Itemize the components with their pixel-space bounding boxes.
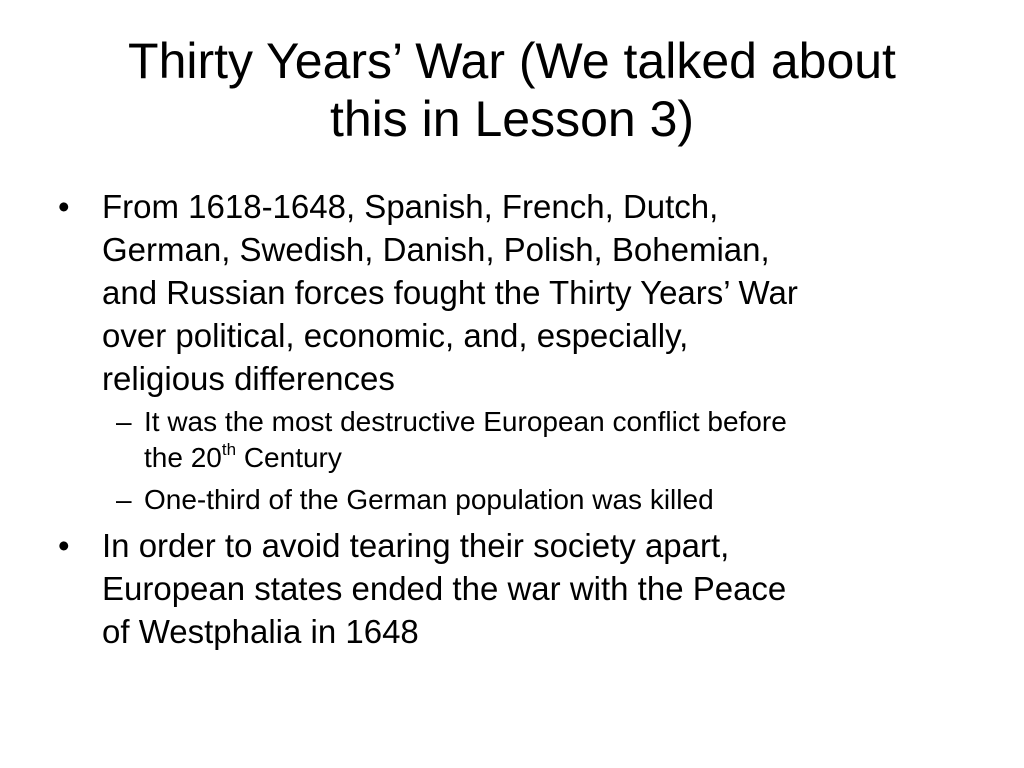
- bullet-item: [58, 185, 978, 400]
- bullet-line: and Russian forces fought the Thirty Years’ War: [102, 274, 798, 311]
- sub-bullet-marker: –: [116, 484, 132, 515]
- slide-body: [58, 185, 978, 653]
- sub-bullet-text-part: the 20: [144, 442, 222, 473]
- slide-title-line: this in Lesson 3): [329, 91, 695, 147]
- sub-bullet-marker: –: [116, 406, 132, 437]
- sub-bullet-text-part: Century: [236, 442, 342, 473]
- sub-bullet-item: [116, 482, 978, 518]
- sub-bullet-line: One-third of the German population was killed: [144, 484, 714, 515]
- bullet-line: From 1618-1648, Spanish, French, Dutch,: [102, 188, 719, 225]
- sub-bullet-line: [144, 440, 978, 476]
- bullet-text: [102, 524, 978, 653]
- slide-title-line: Thirty Years’ War (We talked about: [128, 33, 896, 89]
- bullet-marker: •: [58, 188, 70, 225]
- bullet-line: In order to avoid tearing their society apart,: [102, 527, 730, 564]
- sub-bullet-list: [58, 404, 978, 518]
- bullet-item: [58, 524, 978, 653]
- bullet-line: European states ended the war with the Peace: [102, 570, 787, 607]
- bullet-line: of Westphalia in 1648: [102, 613, 419, 650]
- bullet-text: [102, 185, 978, 400]
- bullet-line: German, Swedish, Danish, Polish, Bohemian,: [102, 231, 770, 268]
- bullet-line: religious differences: [102, 360, 395, 397]
- sub-bullet-line: It was the most destructive European conflict before: [144, 406, 787, 437]
- sub-bullet-text: [144, 482, 978, 518]
- superscript: th: [221, 439, 237, 459]
- sub-bullet-text: [144, 404, 978, 476]
- sub-bullet-item: [116, 404, 978, 476]
- bullet-line: over political, economic, and, especially,: [102, 317, 689, 354]
- slide-title: [40, 32, 984, 148]
- bullet-marker: •: [58, 527, 70, 564]
